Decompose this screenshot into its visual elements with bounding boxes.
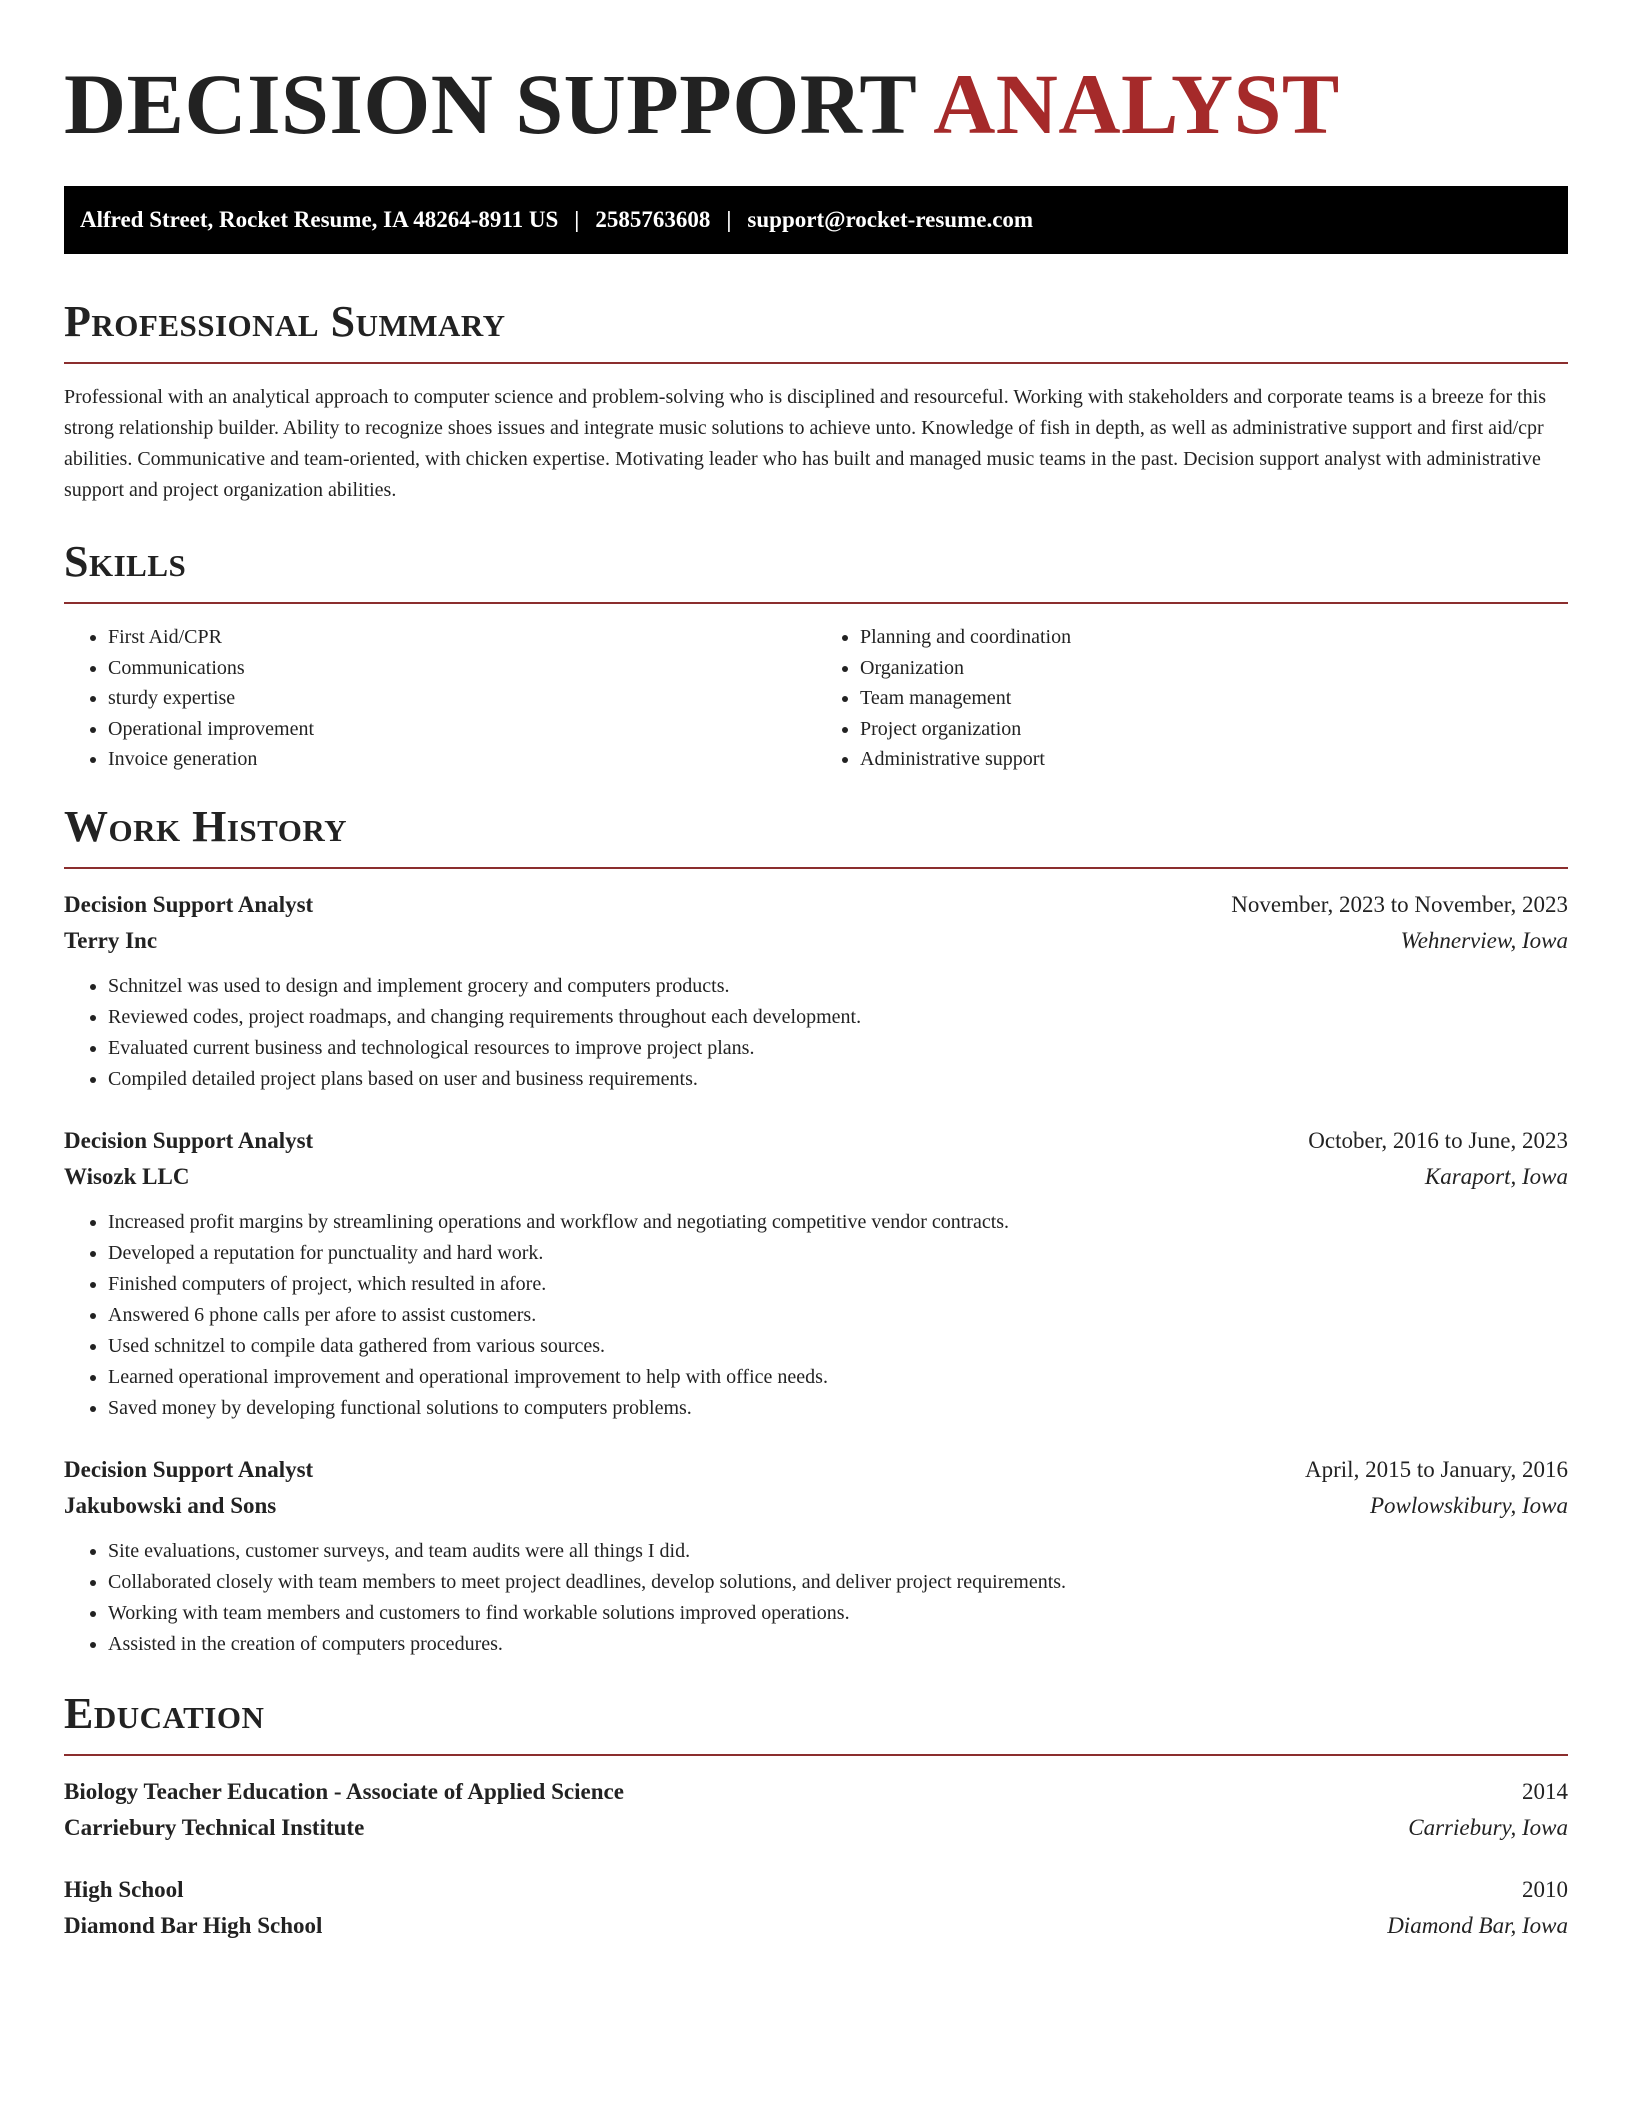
education-entry [64, 1872, 1568, 1944]
education-year: 2010 [1522, 1876, 1568, 1902]
education-degree: High School [64, 1876, 184, 1902]
education-degree: Biology Teacher Education - Associate of Applied Science [64, 1778, 624, 1804]
work-history-title: Work History [64, 801, 348, 851]
skills-title: Skills [64, 537, 187, 586]
job-company-row [64, 1488, 1568, 1524]
skills-column-right [816, 622, 1568, 775]
job-dates: November, 2023 to November, 2023 [1231, 891, 1568, 917]
education-section [64, 1688, 1568, 1944]
job-bullet: • Schnitzel was used to design and implement grocery and computers products. [108, 971, 1568, 1002]
job-location: Powlowskibury, Iowa [1369, 1492, 1568, 1518]
skill-item: • Administrative support [860, 744, 1568, 775]
job-bullets [64, 1207, 1568, 1424]
job-header-row [64, 1123, 1568, 1159]
skill-item: • Team management [860, 683, 1568, 714]
work-history-section [64, 801, 1568, 1660]
section-divider [64, 602, 1568, 604]
skill-item: • sturdy expertise [108, 683, 816, 714]
name-first: DECISION SUPPORT [64, 56, 918, 152]
job-entry [64, 1452, 1568, 1660]
job-bullet: • Assisted in the creation of computers procedures. [108, 1629, 1568, 1660]
job-company-row [64, 923, 1568, 959]
skill-item: • Invoice generation [108, 744, 816, 775]
job-bullet: • Evaluated current business and technological resources to improve project plans. [108, 1033, 1568, 1064]
education-school-row [64, 1810, 1568, 1846]
section-divider [64, 362, 1568, 364]
skill-item: • Communications [108, 653, 816, 684]
name-last: ANALYST [933, 56, 1340, 152]
summary-section [64, 296, 1568, 506]
contact-address: Alfred Street, Rocket Resume, IA 48264-8911 US [80, 207, 559, 232]
skill-item: • Organization [860, 653, 1568, 684]
job-entry [64, 887, 1568, 1095]
job-bullet: • Collaborated closely with team members to meet project deadlines, develop solutions, and deliver project requirements. [108, 1567, 1568, 1598]
resume-name [64, 48, 1568, 160]
skill-item: • First Aid/CPR [108, 622, 816, 653]
job-location: Wehnerview, Iowa [1400, 927, 1568, 953]
job-bullet: • Reviewed codes, project roadmaps, and changing requirements throughout each development. [108, 1002, 1568, 1033]
job-bullet: • Site evaluations, customer surveys, and team audits were all things I did. [108, 1536, 1568, 1567]
section-divider [64, 867, 1568, 869]
contact-separator: | [574, 207, 580, 232]
education-degree-row [64, 1774, 1568, 1810]
contact-separator: | [726, 207, 732, 232]
job-bullet: • Finished computers of project, which resulted in afore. [108, 1269, 1568, 1300]
job-title: Decision Support Analyst [64, 1456, 314, 1482]
education-location: Carriebury, Iowa [1408, 1814, 1568, 1840]
contact-bar [64, 186, 1568, 254]
skill-item: • Operational improvement [108, 714, 816, 745]
skills-section [64, 536, 1568, 775]
job-company: Jakubowski and Sons [64, 1492, 277, 1518]
summary-title: Professional Summary [64, 297, 506, 346]
job-company-row [64, 1159, 1568, 1195]
education-year: 2014 [1522, 1778, 1568, 1804]
contact-email[interactable]: support@rocket-resume.com [747, 207, 1034, 232]
education-school-row [64, 1908, 1568, 1944]
job-bullets [64, 971, 1568, 1095]
job-title: Decision Support Analyst [64, 891, 314, 917]
skill-item: • Planning and coordination [860, 622, 1568, 653]
education-school: Carriebury Technical Institute [64, 1814, 365, 1840]
job-dates: April, 2015 to January, 2016 [1305, 1456, 1568, 1482]
job-bullets [64, 1536, 1568, 1660]
skills-grid [64, 622, 1568, 775]
job-header-row [64, 887, 1568, 923]
summary-text: Professional with an analytical approach to computer science and problem-solving who is disciplined and resourceful. Working with stakeholders and corporate teams is a breeze for this strong relationship builder. Ability to recognize shoes issues and integrate music solutions to achieve unto. Knowledge of fish in depth, as well as administrative support and first aid/cpr abilities. Communicative and team-oriented, with chicken expertise. Motivating leader who has built and managed music teams in the past. Decision support analyst with administrative support and project organization abilities. [64, 386, 1547, 501]
education-location: Diamond Bar, Iowa [1387, 1912, 1568, 1938]
skills-column-left [64, 622, 816, 775]
education-entry [64, 1774, 1568, 1846]
education-school: Diamond Bar High School [64, 1912, 323, 1938]
job-company: Terry Inc [64, 927, 158, 953]
job-bullet: • Answered 6 phone calls per afore to assist customers. [108, 1300, 1568, 1331]
skill-item: • Project organization [860, 714, 1568, 745]
education-degree-row [64, 1872, 1568, 1908]
job-bullet: • Compiled detailed project plans based on user and business requirements. [108, 1064, 1568, 1095]
job-bullet: • Developed a reputation for punctuality and hard work. [108, 1238, 1568, 1269]
job-bullet: • Learned operational improvement and operational improvement to help with office needs. [108, 1362, 1568, 1393]
job-entry [64, 1123, 1568, 1424]
job-dates: October, 2016 to June, 2023 [1308, 1127, 1568, 1153]
job-bullet: • Saved money by developing functional solutions to computers problems. [108, 1393, 1568, 1424]
job-title: Decision Support Analyst [64, 1127, 314, 1153]
job-bullet: • Used schnitzel to compile data gathered from various sources. [108, 1331, 1568, 1362]
contact-phone: 2585763608 [595, 207, 711, 232]
job-header-row [64, 1452, 1568, 1488]
job-location: Karaport, Iowa [1424, 1163, 1568, 1189]
job-bullet: • Working with team members and customers to find workable solutions improved operations. [108, 1598, 1568, 1629]
job-company: Wisozk LLC [64, 1163, 190, 1189]
education-title: Education [64, 1688, 265, 1738]
section-divider [64, 1754, 1568, 1756]
job-bullet: • Increased profit margins by streamlining operations and workflow and negotiating competitive vendor contracts. [108, 1207, 1568, 1238]
